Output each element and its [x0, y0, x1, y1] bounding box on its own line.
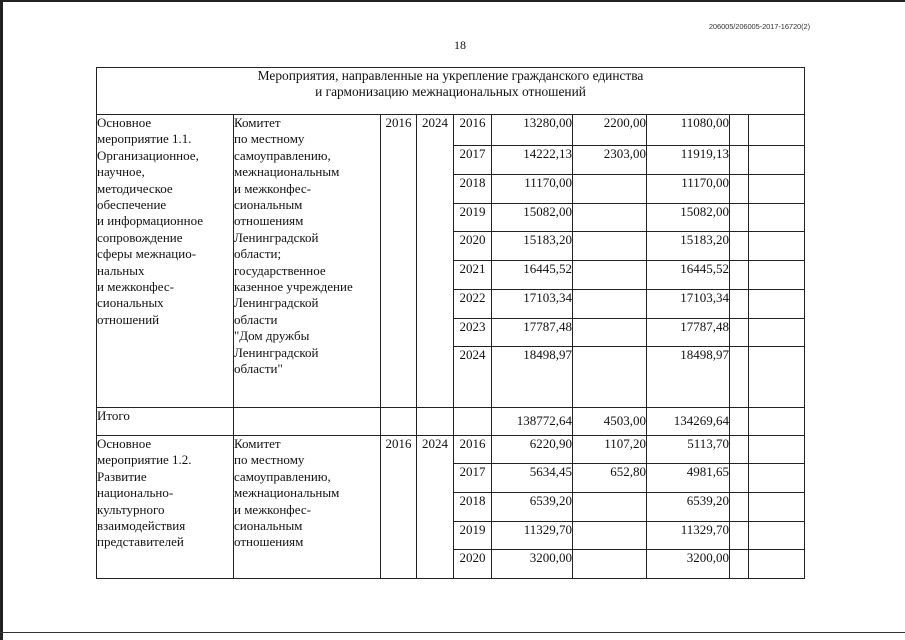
federal-amount [573, 493, 647, 522]
empty-cell [730, 464, 749, 493]
empty-cell [730, 175, 749, 204]
activity-name-line: и информационное [97, 213, 204, 229]
total-amount: 13280,00 [492, 115, 573, 146]
empty-cell [730, 347, 749, 408]
executor-line: по местному [234, 452, 305, 468]
empty-cell [749, 290, 805, 319]
empty-cell [749, 204, 805, 232]
regional-amount: 4981,65 [647, 464, 730, 493]
row-year: 2017 [454, 464, 492, 493]
executor-line: и межконфес- [234, 180, 311, 196]
federal-amount [573, 232, 647, 261]
empty-cell [730, 261, 749, 290]
federal-amount [573, 175, 647, 204]
empty-cell [730, 550, 749, 579]
empty-cell [749, 175, 805, 204]
section-title-row [97, 68, 805, 115]
start-year: 2016 [381, 115, 417, 408]
scan-frame-top [0, 0, 905, 2]
executor-line: по местному [234, 131, 305, 147]
empty-cell [234, 408, 381, 436]
section-title-line-2: и гармонизацию межнациональных отношений [315, 84, 586, 99]
federal-amount [573, 522, 647, 550]
row-year: 2019 [454, 522, 492, 550]
federal-amount: 2200,00 [573, 115, 647, 146]
subtotal-federal: 4503,00 [573, 408, 647, 436]
row-year: 2022 [454, 290, 492, 319]
federal-amount [573, 204, 647, 232]
table-row [97, 436, 805, 464]
page-number: 18 [454, 38, 466, 52]
activity-name-line: нальных [97, 262, 145, 278]
regional-amount: 11329,70 [647, 522, 730, 550]
document-id: 206005/206005-2017-16720(2) [708, 22, 810, 31]
federal-amount [573, 550, 647, 579]
activities-table [96, 67, 805, 579]
activity-name-line: мероприятие 1.2. [97, 452, 192, 468]
total-amount: 14222,13 [492, 146, 573, 175]
total-amount: 5634,45 [492, 464, 573, 493]
federal-amount: 2303,00 [573, 146, 647, 175]
executor-line: Ленинградской [234, 344, 319, 360]
row-year: 2018 [454, 175, 492, 204]
end-year: 2024 [417, 436, 454, 579]
empty-cell [730, 290, 749, 319]
regional-amount: 11919,13 [647, 146, 730, 175]
empty-cell [730, 493, 749, 522]
total-amount: 17787,48 [492, 319, 573, 347]
federal-amount [573, 319, 647, 347]
regional-amount: 15183,20 [647, 232, 730, 261]
federal-amount [573, 261, 647, 290]
regional-amount: 17103,34 [647, 290, 730, 319]
section-title [97, 68, 805, 115]
activity-name-line: взаимодействия [97, 518, 186, 534]
executor-line: сиональным [234, 197, 303, 213]
empty-cell [749, 522, 805, 550]
row-year: 2023 [454, 319, 492, 347]
empty-cell [749, 115, 805, 146]
activity-name-line: методическое [97, 180, 173, 196]
federal-amount [573, 290, 647, 319]
subtotal-total: 138772,64 [492, 408, 573, 436]
empty-cell [749, 550, 805, 579]
federal-amount [573, 347, 647, 408]
activity-name [97, 436, 234, 579]
row-year: 2017 [454, 146, 492, 175]
table-row [97, 115, 805, 146]
executor [234, 115, 381, 408]
total-amount: 16445,52 [492, 261, 573, 290]
executor-line: казенное учреждение [234, 279, 353, 295]
subtotal-regional: 134269,64 [647, 408, 730, 436]
activity-name-line: культурного [97, 501, 165, 517]
total-amount: 18498,97 [492, 347, 573, 408]
total-amount: 11329,70 [492, 522, 573, 550]
subtotal-row [97, 408, 805, 436]
activity-name-line: Основное [97, 115, 152, 130]
empty-cell [749, 261, 805, 290]
subtotal-label: Итого [97, 408, 234, 436]
executor-line: отношениям [234, 213, 304, 229]
row-year: 2018 [454, 493, 492, 522]
empty-cell [730, 319, 749, 347]
executor-line: Ленинградской [234, 295, 319, 311]
federal-amount: 652,80 [573, 464, 647, 493]
row-year: 2020 [454, 232, 492, 261]
empty-cell [749, 146, 805, 175]
activity-name-line: Организационное, [97, 147, 199, 163]
executor-line: "Дом дружбы [234, 328, 310, 344]
executor-line: Ленинградской [234, 229, 319, 245]
row-year: 2024 [454, 347, 492, 408]
total-amount: 15183,20 [492, 232, 573, 261]
activity-name-line: Основное [97, 436, 152, 451]
empty-cell [749, 347, 805, 408]
executor-line: и межконфес- [234, 501, 311, 517]
empty-cell [381, 408, 417, 436]
activity-name-line: и межконфес- [97, 279, 174, 295]
regional-amount: 6539,20 [647, 493, 730, 522]
total-amount: 11170,00 [492, 175, 573, 204]
regional-amount: 11170,00 [647, 175, 730, 204]
empty-cell [749, 464, 805, 493]
empty-cell [730, 146, 749, 175]
federal-amount: 1107,20 [573, 436, 647, 464]
executor-line: отношениям [234, 534, 304, 550]
activity-name-line: национально- [97, 485, 174, 501]
activity-name [97, 115, 234, 408]
section-title-line-1: Мероприятия, направленные на укрепление гражданского единства [257, 68, 644, 83]
empty-cell [730, 408, 749, 436]
row-year: 2021 [454, 261, 492, 290]
total-amount: 15082,00 [492, 204, 573, 232]
total-amount: 3200,00 [492, 550, 573, 579]
empty-cell [730, 522, 749, 550]
executor-line: Комитет [234, 436, 281, 451]
total-amount: 6220,90 [492, 436, 573, 464]
row-year: 2019 [454, 204, 492, 232]
empty-cell [730, 115, 749, 146]
activity-name-line: мероприятие 1.1. [97, 131, 192, 147]
regional-amount: 16445,52 [647, 261, 730, 290]
executor-line: области; [234, 246, 282, 262]
row-year: 2016 [454, 436, 492, 464]
activity-name-line: сферы межнацио- [97, 246, 197, 262]
empty-cell [417, 408, 454, 436]
empty-cell [749, 232, 805, 261]
row-year: 2016 [454, 115, 492, 146]
executor-line: области [234, 311, 278, 327]
empty-cell [454, 408, 492, 436]
regional-amount: 18498,97 [647, 347, 730, 408]
activity-name-line: отношений [97, 311, 160, 327]
activity-name-line: сиональных [97, 295, 164, 311]
activity-name-line: представителей [97, 534, 184, 550]
regional-amount: 15082,00 [647, 204, 730, 232]
row-year: 2020 [454, 550, 492, 579]
executor-line: государственное [234, 262, 326, 278]
scan-frame-left [0, 0, 3, 640]
executor-line: самоуправлению, [234, 147, 331, 163]
executor-line: самоуправлению, [234, 468, 331, 484]
executor-line: межнациональным [234, 485, 340, 501]
activity-name-line: научное, [97, 164, 145, 180]
total-amount: 6539,20 [492, 493, 573, 522]
regional-amount: 5113,70 [647, 436, 730, 464]
empty-cell [749, 319, 805, 347]
empty-cell [749, 408, 805, 436]
activity-name-line: обеспечение [97, 197, 167, 213]
empty-cell [730, 436, 749, 464]
empty-cell [749, 493, 805, 522]
total-amount: 17103,34 [492, 290, 573, 319]
executor [234, 436, 381, 579]
executor-line: области" [234, 361, 283, 377]
regional-amount: 11080,00 [647, 115, 730, 146]
empty-cell [730, 204, 749, 232]
empty-cell [730, 232, 749, 261]
empty-cell [749, 436, 805, 464]
regional-amount: 17787,48 [647, 319, 730, 347]
executor-line: сиональным [234, 518, 303, 534]
executor-line: Комитет [234, 115, 281, 130]
scan-frame-bottom [0, 632, 905, 633]
start-year: 2016 [381, 436, 417, 579]
regional-amount: 3200,00 [647, 550, 730, 579]
executor-line: межнациональным [234, 164, 340, 180]
activity-name-line: Развитие [97, 468, 147, 484]
activity-name-line: сопровождение [97, 229, 183, 245]
end-year: 2024 [417, 115, 454, 408]
